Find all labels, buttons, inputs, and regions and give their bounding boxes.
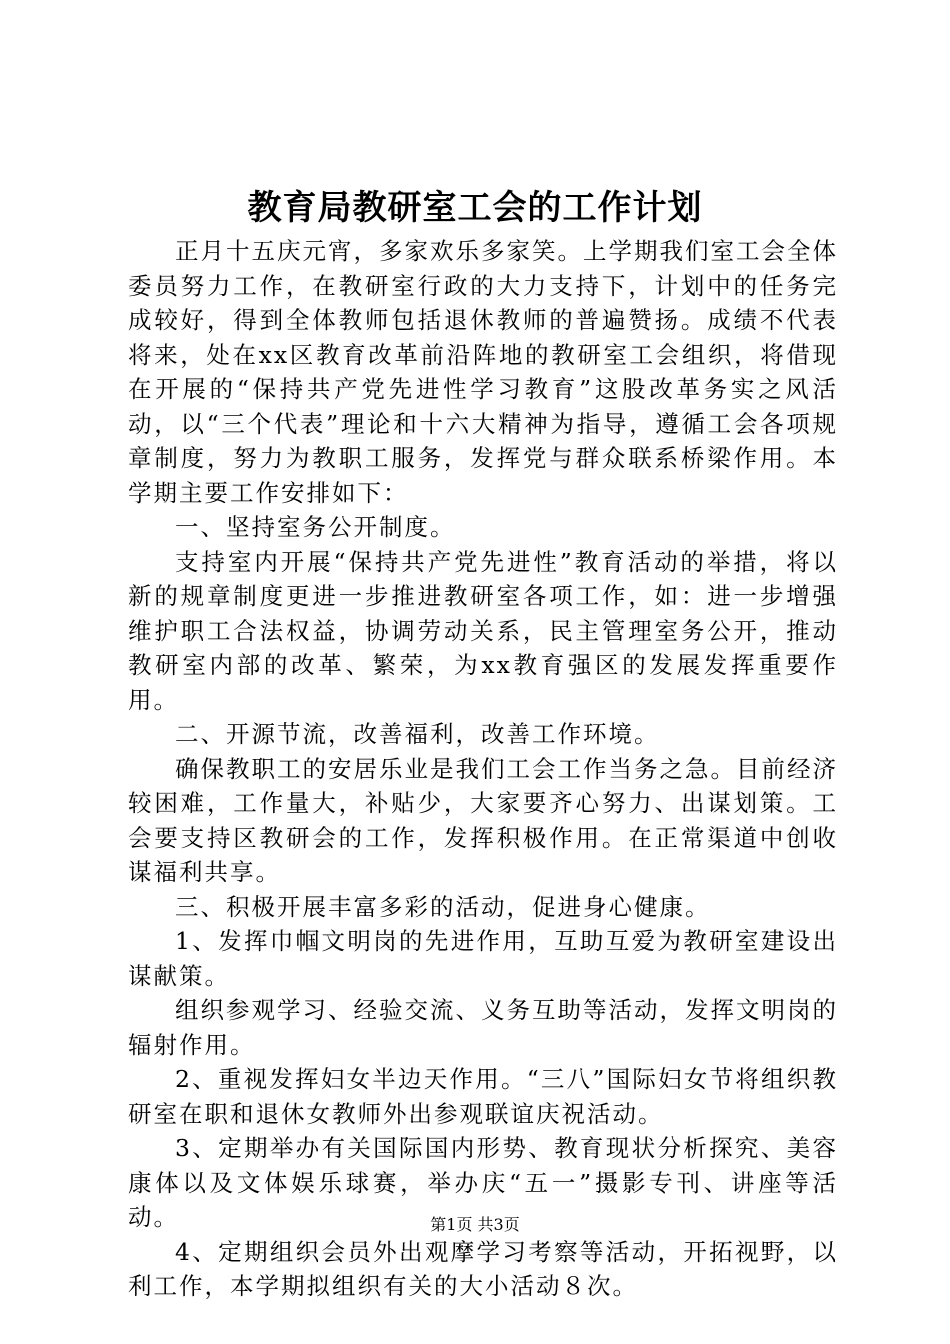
paragraph-section-1: 支持室内开展“保持共产党先进性”教育活动的举措，将以新的规章制度更进一步推进教研室各项工作，如：进一步增强维护职工合法权益，协调劳动关系，民主管理室务公开，推动教研室内部的改革、繁荣，为xx教育强区的发展发挥重要作用。	[128, 547, 838, 714]
paragraph-intro: 正月十五庆元宵，多家欢乐多家笑。上学期我们室工会全体委员努力工作，在教研室行政的大力支持下，计划中的任务完成较好，得到全体教师包括退休教师的普遍赞扬。成绩不代表将来，处在xx区教育改革前沿阵地的教研室工会组织，将借现在开展的“保持共产党先进性学习教育”这股改革务实之风活动，以“三个代表”理论和十六大精神为指导，遵循工会各项规章制度，努力为教职工服务，发挥党与群众联系桥梁作用。本学期主要工作安排如下：	[128, 237, 838, 507]
list-item-4: 4、定期组织会员外出观摩学习考察等活动，开拓视野，以利工作，本学期拟组织有关的大小活动８次。	[128, 1237, 838, 1300]
document-title: 教育局教研室工会的工作计划	[247, 188, 703, 228]
list-item-3: 3、定期举办有关国际国内形势、教育现状分析探究、美容康体以及文体娱乐球赛，举办庆“五一”摄影专刊、讲座等活动。	[128, 1134, 838, 1231]
section-heading-2: 二、开源节流，改善福利，改善工作环境。	[175, 720, 660, 748]
section-heading-1: 一、坚持室务公开制度。	[175, 513, 456, 541]
list-item-1: 1、发挥巾帼文明岗的先进作用，互助互爱为教研室建设出谋献策。	[128, 927, 838, 990]
page-footer: 第1页 共3页	[430, 1215, 520, 1234]
paragraph-section-2: 确保教职工的安居乐业是我们工会工作当务之急。目前经济较困难，工作量大，补贴少，大家要齐心努力、出谋划策。工会要支持区教研会的工作，发挥积极作用。在正常渠道中创收谋福利共享。	[128, 754, 838, 886]
section-heading-3: 三、积极开展丰富多彩的活动，促进身心健康。	[175, 892, 711, 921]
list-item-2: 2、重视发挥妇女半边天作用。“三八”国际妇女节将组织教研室在职和退休女教师外出参观联谊庆祝活动。	[128, 1065, 838, 1128]
paragraph-list-item-1-detail: 组织参观学习、经验交流、义务互助等活动，发挥文明岗的辐射作用。	[128, 996, 838, 1059]
document-body	[128, 234, 838, 1304]
